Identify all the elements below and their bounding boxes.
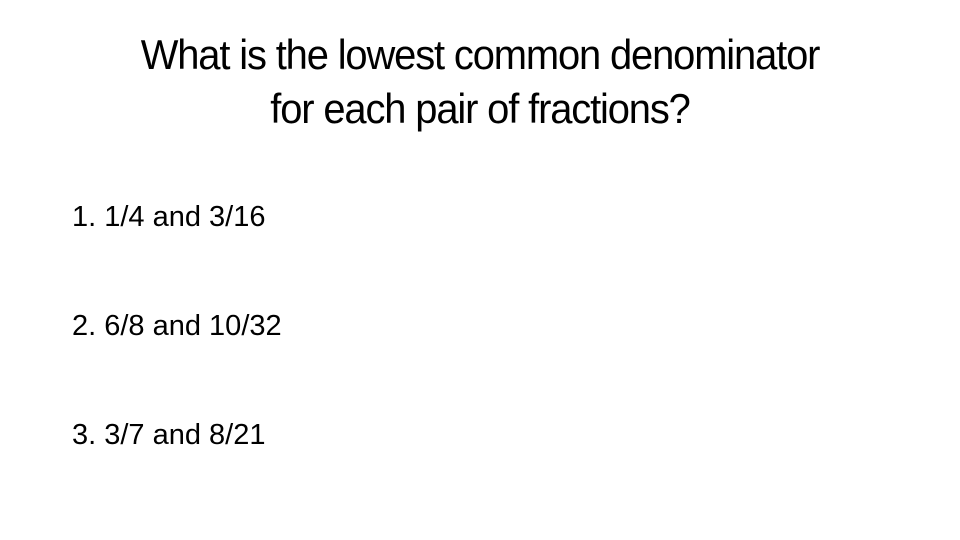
page-title	[62, 28, 898, 136]
question-item-3: 3. 3/7 and 8/21	[72, 419, 266, 451]
question-list	[72, 190, 282, 462]
title-line-1: What is the lowest common denominator	[140, 31, 820, 78]
title-line-2: for each pair of fractions?	[270, 85, 690, 132]
question-item-2: 2. 6/8 and 10/32	[72, 310, 282, 342]
question-item-1: 1. 1/4 and 3/16	[72, 201, 266, 233]
